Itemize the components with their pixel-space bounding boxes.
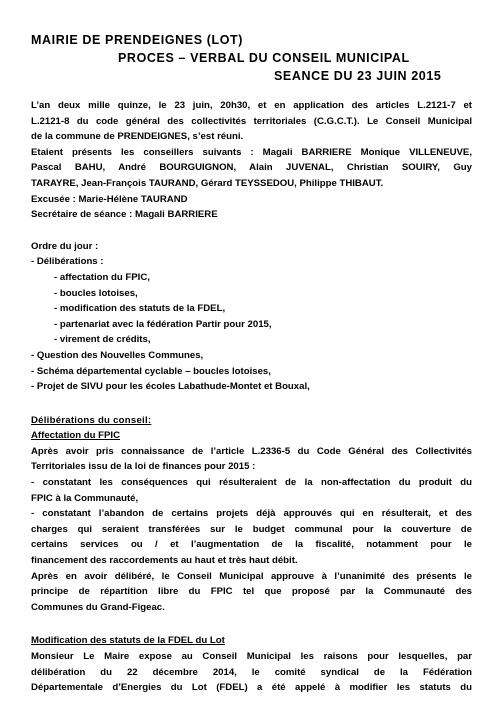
document-body [31,98,472,696]
fpic-line: certains services ou / et l’augmentation de la fiscalité, notamment pour le [31,539,472,551]
fpic-title: Affectation du FPIC [31,430,121,442]
fpic-line: Communes du Grand-Figeac. [31,601,165,613]
agenda-sub-item: - virement de crédits, [54,334,151,346]
attendance-paragraph [31,145,472,223]
attendance-line: TARAYRE, Jean-François TAURAND, Gérard TEYSSEDOU, Philippe THIBAUT. [31,177,384,189]
fdel-title: Modification des statuts de la FDEL du Lot [31,635,225,647]
attendance-line: Etaient présents les conseillers suivants : Magali BARRIERE Monique VILLENEUVE, [31,146,472,158]
attendance-line: Pascal BAHU, André BOURGUIGNON, Alain JUVENAL, Christian SOUIRY, Guy [31,162,472,174]
secretary-line: Secrétaire de séance : Magali BARRIERE [31,209,218,221]
fpic-line: - constatant l’abandon de certains projets déjà approuvés qui en résulterait, et des [31,508,472,520]
deliberations-section [31,413,472,696]
fpic-line: - constatant les conséquences qui résulteraient de la non-affectation du produit du [31,477,472,489]
fdel-line: Départementale d’Energies du Lot (FDEL) a été appelé à modifier les statuts du [31,682,472,694]
deliberations-heading: Délibérations du conseil: [31,414,152,426]
excused-line: Excusée : Marie-Hélène TAURAND [31,193,188,205]
fdel-line: délibération du 22 décembre 2014, le comité syndical de la Fédération [31,666,472,678]
fdel-line: Monsieur Le Maire expose au Conseil Municipal les raisons pour lesquelles, par [31,651,472,662]
fpic-line: Territoriales issu de la loi de finances pour 2015 : [31,461,256,473]
seance-date-title: SEANCE DU 23 JUIN 2015 [274,69,442,83]
agenda-sub-item: - affectation du FPIC, [54,271,150,283]
intro-line: de la commune de PRENDEIGNES, s’est réuni. [31,131,244,143]
fpic-line: financement des raccordements au haut et très haut débit. [31,555,298,567]
intro-line: L.2121-8 du code général des collectivités territoriales (C.G.C.T.). Le Conseil Municipal [31,115,472,127]
fpic-line: FPIC à la Communauté, [31,492,139,504]
fpic-line: Après en avoir délibéré, le Conseil Municipal approuve à l’unanimité des présents le [31,570,472,582]
agenda-item: - Question des Nouvelles Communes, [31,349,204,361]
agenda-deliberations-label: - Délibérations : [31,256,104,268]
agenda-item: - Schéma départemental cyclable – boucles lotoises, [31,365,271,377]
intro-line: L’an deux mille quinze, le 23 juin, 20h30, et en application des articles L.2121-7 et [31,100,472,111]
agenda-section [31,239,472,395]
agenda-sub-item: - boucles lotoises, [54,287,138,299]
proces-verbal-title: PROCES – VERBAL DU CONSEIL MUNICIPAL [118,51,410,65]
agenda-item: - Projet de SIVU pour les écoles Labathude-Montet et Bouxal, [31,381,310,393]
agenda-title: Ordre du jour : [31,240,99,252]
mairie-title: MAIRIE DE PRENDEIGNES (LOT) [31,33,244,47]
fpic-line: Après avoir pris connaissance de l’article L.2336-5 du Code Général des Collectivités [31,445,472,457]
intro-paragraph [31,98,472,145]
agenda-sub-item: - partenariat avec la fédération Partir pour 2015, [54,318,272,330]
fpic-line: principe de répartition libre du FPIC tel que proposé par la Communauté des [31,586,472,598]
fpic-line: charges qui seraient transférées sur le budget communal pour la couverture de [31,523,472,535]
agenda-sub-item: - modification des statuts de la FDEL, [54,303,226,315]
